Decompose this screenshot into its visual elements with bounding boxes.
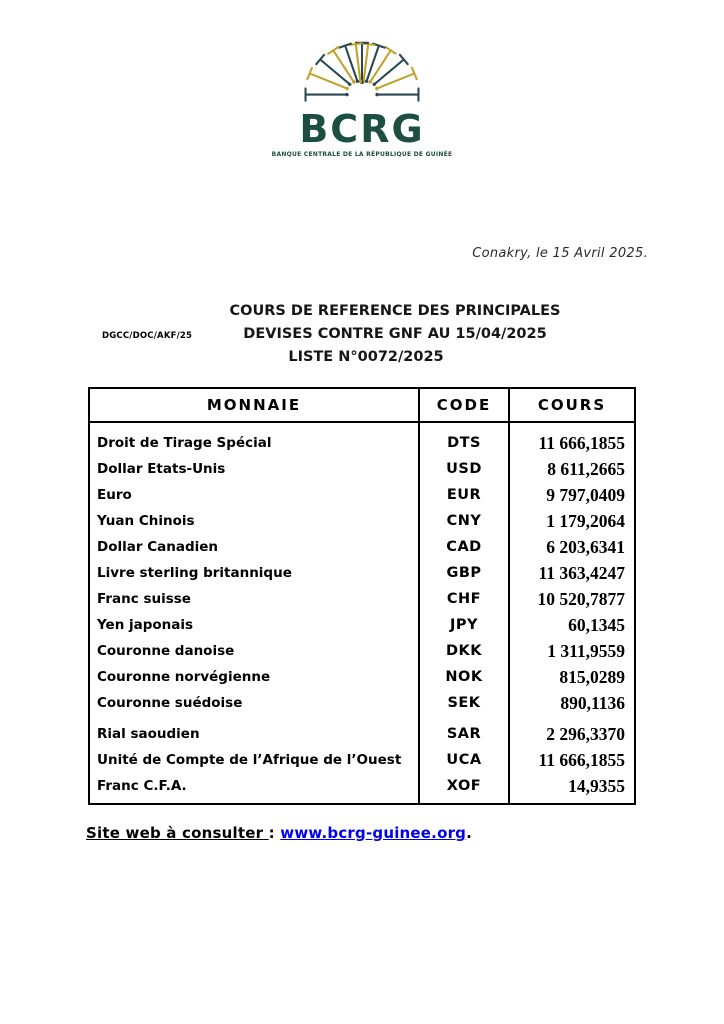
cell-monnaie: Euro [97,487,132,503]
logo-acronym: BCRG [299,107,425,151]
cell-cours: 11 666,1855 [509,422,635,456]
cell-code: XOF [419,773,509,804]
cell-monnaie: Dollar Etats-Unis [97,461,226,477]
cell-code: DKK [419,638,509,664]
cell-monnaie: Couronne danoise [97,643,235,659]
cell-cours: 6 203,6341 [509,534,635,560]
cell-code: SEK [419,690,509,716]
cell-monnaie: Franc suisse [97,591,191,607]
cell-monnaie: Dollar Canadien [97,539,218,555]
cell-code: GBP [419,560,509,586]
cell-cours: 11 666,1855 [509,747,635,773]
footer-note [86,824,472,842]
cell-cours: 10 520,7877 [509,586,635,612]
table-row [89,482,635,508]
cell-cours: 2 296,3370 [509,716,635,747]
logo-caption: BANQUE CENTRALE DE LA RÉPUBLIQUE DE GUINÉE [271,151,453,158]
cell-cours: 9 797,0409 [509,482,635,508]
cell-cours: 1 311,9559 [509,638,635,664]
cell-monnaie: Yen japonais [97,617,194,633]
header-code: CODE [419,388,509,422]
cell-cours: 11 363,4247 [509,560,635,586]
cell-monnaie: Unité de Compte de l’Afrique de l’Ouest [97,752,402,768]
table-row [89,664,635,690]
footer-period: . [466,824,473,842]
rates-table-body [89,422,635,804]
table-row [89,747,635,773]
footer-colon: : [268,824,275,842]
table-row [89,456,635,482]
cell-monnaie: Livre sterling britannique [97,565,292,581]
logo-rays-icon [296,40,428,104]
cell-cours: 890,1136 [509,690,635,716]
table-row [89,773,635,804]
cell-monnaie: Couronne norvégienne [97,669,271,685]
rates-table [88,387,636,805]
cell-monnaie: Franc C.F.A. [97,778,187,794]
cell-monnaie: Couronne suédoise [97,695,243,711]
footer-label: Site web à consulter [86,824,264,842]
cell-code: JPY [419,612,509,638]
cell-code: CAD [419,534,509,560]
title-line-2: DEVISES CONTRE GNF AU 15/04/2025 [243,326,547,342]
cell-code: DTS [419,422,509,456]
cell-code: EUR [419,482,509,508]
table-row [89,690,635,716]
cell-code: CNY [419,508,509,534]
cell-cours: 8 611,2665 [509,456,635,482]
table-row [89,716,635,747]
reference-code: DGCC/DOC/AKF/25 [102,331,193,341]
table-row [89,422,635,456]
cell-code: NOK [419,664,509,690]
cell-cours: 60,1345 [509,612,635,638]
cell-cours: 815,0289 [509,664,635,690]
website-link[interactable]: www.bcrg-guinee.org [280,824,467,842]
header-cours: COURS [509,388,635,422]
cell-cours: 1 179,2064 [509,508,635,534]
table-row [89,586,635,612]
table-row [89,508,635,534]
table-header-row [89,388,635,422]
table-row [89,612,635,638]
cell-code: SAR [419,716,509,747]
cell-monnaie: Yuan Chinois [97,513,195,529]
bcrg-logo [222,40,502,158]
title-line-3: LISTE N°0072/2025 [288,349,444,365]
cell-code: CHF [419,586,509,612]
table-row [89,534,635,560]
date-line: Conakry, le 15 Avril 2025. [472,246,648,261]
cell-monnaie: Rial saoudien [97,726,200,742]
document-title [150,300,640,369]
table-row [89,560,635,586]
cell-code: USD [419,456,509,482]
cell-code: UCA [419,747,509,773]
header-monnaie: MONNAIE [89,388,419,422]
table-row [89,638,635,664]
title-line-1: COURS DE REFERENCE DES PRINCIPALES [229,303,561,319]
cell-monnaie: Droit de Tirage Spécial [97,435,272,451]
cell-cours: 14,9355 [509,773,635,804]
